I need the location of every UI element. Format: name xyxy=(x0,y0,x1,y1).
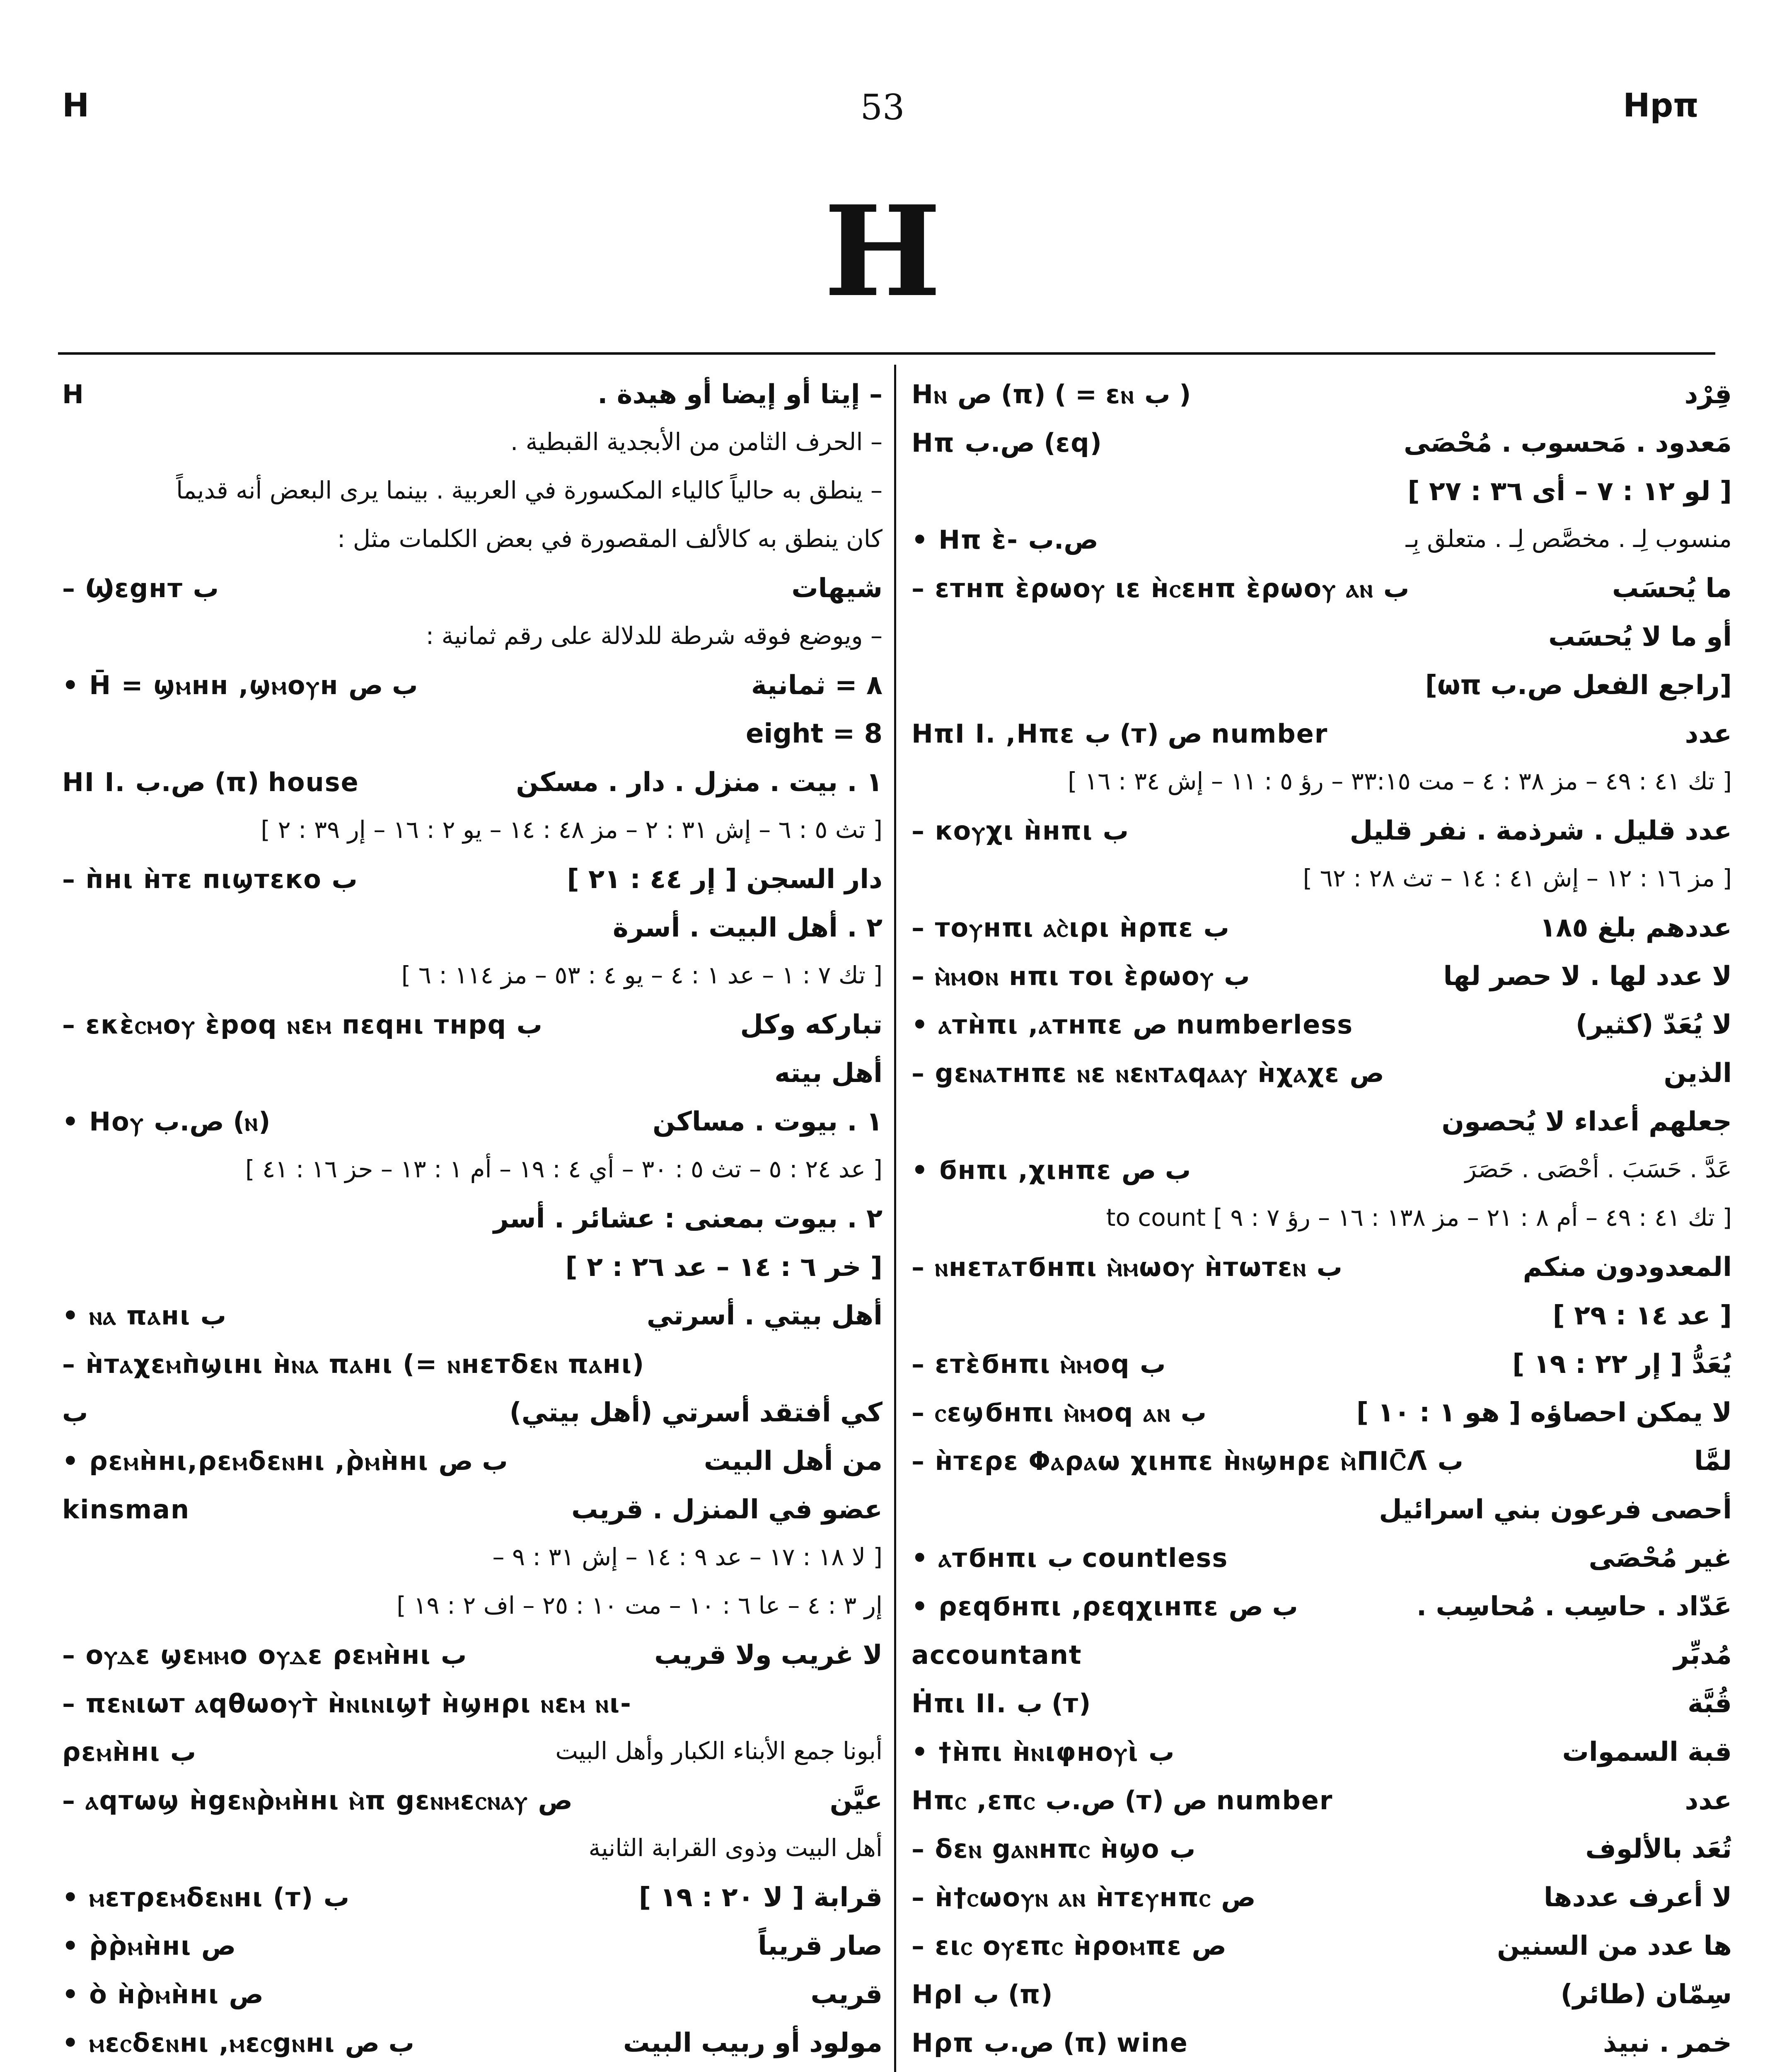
coptic-text: HI I. ص.ب (π) house xyxy=(62,767,359,797)
column-divider xyxy=(894,365,896,2072)
arabic-text: ٢ . أهل البيت . أسرة xyxy=(613,913,882,943)
dictionary-line xyxy=(62,1199,882,1248)
arabic-text: [ تك ٤١ : ٤٩ – مز ٣٨ : ٤ – مت ٣٣:١٥ – رؤ ٥ : ١١ – إش ٣٤ : ١٦ ] xyxy=(1068,767,1732,795)
arabic-text: أهل بيتي . أسرتي xyxy=(646,1300,882,1331)
coptic-text: • ρεqϭнπι ,ρεqχιнπε ب ص xyxy=(912,1591,1298,1622)
arabic-text: يُعَدُّ [ إر ٢٢ : ١٩ ] xyxy=(1512,1349,1732,1380)
arabic-text: دار السجن [ إر ٤٤ : ٢١ ] xyxy=(567,864,882,895)
dictionary-line xyxy=(62,763,882,811)
arabic-text: خمر . نبيذ xyxy=(1603,2028,1732,2058)
page-number: 53 xyxy=(860,87,905,128)
arabic-text: تُعَد بالألوف xyxy=(1585,1834,1732,1864)
coptic-text: Ḣπι II. ب (т) xyxy=(912,1688,1091,1719)
dictionary-line xyxy=(62,520,882,569)
coptic-text: – п̀нι н̀тε пιϣтεкο ب xyxy=(62,864,358,894)
top-divider xyxy=(58,352,1715,355)
arabic-text: – الحرف الثامن من الأبجدية القبطية . xyxy=(510,428,882,456)
coptic-text: – н̀†ⲥωоⲩⲛ ⲁⲛ н̀тεⲩнπⲥ ص xyxy=(912,1882,1256,1912)
coptic-text: • о̀ н̀ρ̀ⲙн̀нι ص xyxy=(62,1979,264,2009)
arabic-text: قريب xyxy=(810,1979,882,2010)
dictionary-line xyxy=(912,1781,1732,1830)
arabic-text: عددهم بلغ ١٨٥ xyxy=(1540,913,1732,943)
section-letter: H xyxy=(824,178,941,324)
coptic-text: – ⲙ̀ⲙоⲛ нπι тоι ὲρωоⲩ ب xyxy=(912,961,1250,991)
dictionary-line xyxy=(62,1490,882,1539)
dictionary-line xyxy=(62,1781,882,1830)
arabic-text: أهل بيته xyxy=(774,1058,882,1089)
arabic-text: قِرْد xyxy=(1684,379,1732,410)
dictionary-line xyxy=(912,1442,1732,1490)
coptic-text: H xyxy=(62,379,85,409)
dictionary-line xyxy=(912,1927,1732,1975)
arabic-text: مولود أو ربيب البيت xyxy=(623,2028,882,2058)
dictionary-line xyxy=(62,714,882,763)
dictionary-line xyxy=(62,1393,882,1442)
dictionary-line xyxy=(62,666,882,714)
arabic-text: عدد xyxy=(1685,719,1732,749)
dictionary-line xyxy=(912,860,1732,908)
arabic-text: عَدّاد . حاسِب . مُحاسِب . xyxy=(1416,1591,1732,1622)
coptic-text: • ρεⲙн̀нι,ρεⲙδεⲛнι ,ρ̀ⲙн̀нι ب ص xyxy=(62,1446,508,1476)
dictionary-line xyxy=(912,908,1732,957)
dictionary-line xyxy=(912,617,1732,666)
coptic-text: – δεⲛ gⲁⲛнπⲥ н̀ϣо ب xyxy=(912,1834,1196,1864)
dictionary-line xyxy=(62,2024,882,2072)
arabic-text: عَدَّ . حَسَبَ . أحْصَى . حَصَرَ xyxy=(1465,1155,1732,1183)
dictionary-line xyxy=(912,1975,1732,2024)
dictionary-line xyxy=(912,1830,1732,1878)
dictionary-line xyxy=(912,375,1732,424)
dictionary-line xyxy=(62,1733,882,1781)
arabic-text: [ مز ١٦ : ١٢ – إش ٤١ : ١٤ – تث ٢٨ : ٦٢ ] xyxy=(1303,864,1732,892)
coptic-text: ب xyxy=(62,1397,88,1428)
arabic-text: قُبَّة xyxy=(1688,1688,1732,1719)
dictionary-line xyxy=(912,957,1732,1005)
arabic-text: مَعدود . مَحسوب . مُحْصَى xyxy=(1404,428,1732,458)
coptic-text: – gεⲛⲁтнπε ⲛε ⲛεⲛтⲁqⲁⲁⲩ н̀χⲁχε ص xyxy=(912,1058,1384,1088)
arabic-text: تباركه وكل xyxy=(740,1009,882,1040)
coptic-text: accountant xyxy=(912,1640,1082,1670)
arabic-text: أحصى فرعون بني اسرائيل xyxy=(1379,1494,1732,1525)
arabic-text: – ينطق به حالياً كالياء المكسورة في العربية . بينما يرى البعض أنه قديماً xyxy=(176,476,882,504)
dictionary-line xyxy=(62,811,882,860)
dictionary-line xyxy=(912,1005,1732,1054)
dictionary-line xyxy=(62,1054,882,1102)
dictionary-line xyxy=(912,763,1732,811)
arabic-text: [ تث ٥ : ٦ – إش ٣١ : ٢ – مز ٤٨ : ١٤ – يو ٢ : ١٦ – إر ٣٩ : ٢ ] xyxy=(261,816,882,844)
arabic-text: [ لا ١٨ : ١٧ – عد ٩ : ١٤ – إش ٣١ : ٩ – xyxy=(492,1543,882,1571)
left-column xyxy=(62,375,882,2072)
dictionary-line xyxy=(62,1830,882,1878)
arabic-text: كي أفتقد أسرتي (أهل بيتي) xyxy=(509,1397,882,1428)
arabic-text: قرابة [ لا ٢٠ : ١٩ ] xyxy=(638,1882,882,1913)
dictionary-line xyxy=(912,1054,1732,1102)
dictionary-line xyxy=(912,1684,1732,1733)
coptic-text: HρI ب (π) xyxy=(912,1979,1053,2009)
arabic-text: غير مُحْصَى xyxy=(1588,1543,1732,1573)
arabic-text: صار قريباً xyxy=(758,1931,882,1961)
arabic-text: من أهل البيت xyxy=(704,1446,882,1477)
dictionary-line xyxy=(912,1539,1732,1587)
dictionary-line xyxy=(912,811,1732,860)
coptic-text: – н̀тερε Φⲁρⲁω χιнπε н̀ⲛϣнρε ⲙ̀ΠΙⲤ̄Λ̄ ب xyxy=(912,1446,1463,1476)
arabic-text: لا يُعَدّ (كثير) xyxy=(1575,1009,1732,1040)
coptic-text: – тоⲩнπι ⲁⲥ̀ιρι н̀ρπε ب xyxy=(912,913,1229,943)
dictionary-line xyxy=(62,908,882,957)
arabic-text: الذين xyxy=(1663,1058,1732,1089)
dictionary-line xyxy=(62,1587,882,1636)
coptic-text: Hρπ ص.ب (π) wine xyxy=(912,2028,1188,2058)
arabic-text: ٨ = ثمانية xyxy=(751,670,882,701)
arabic-text: عدد قليل . شرذمة . نفر قليل xyxy=(1349,816,1732,846)
coptic-text: – εκὲⲥⲙоⲩ ὲроq ⲛεⲙ пεqнι тнрq ب xyxy=(62,1009,542,1040)
dictionary-line xyxy=(912,520,1732,569)
arabic-text: عضو في المنزل . قريب xyxy=(571,1494,882,1525)
arabic-text: لا غريب ولا قريب xyxy=(654,1640,882,1670)
arabic-text: المعدودون منكم xyxy=(1523,1252,1732,1283)
arabic-text: أبونا جمع الأبناء الكبار وأهل البيت xyxy=(555,1737,882,1765)
dictionary-line xyxy=(912,1345,1732,1393)
arabic-text: [ خر ٦ : ١٤ – عد ٢٦ : ٢ ] xyxy=(565,1252,882,1283)
dictionary-line xyxy=(62,1296,882,1345)
arabic-text: – إيتا أو إيضا أو هيدة . xyxy=(597,379,882,410)
arabic-text: عيَّن xyxy=(829,1785,882,1816)
coptic-text: • ⲁтн̀πι ,ⲁтнπε ص numberless xyxy=(912,1009,1354,1040)
dictionary-line xyxy=(912,1490,1732,1539)
coptic-text: – ειⲥ оⲩεπⲥ н̀ρоⲙπε ص xyxy=(912,1931,1226,1961)
coptic-text: • ⲛⲁ πⲁнι ب xyxy=(62,1300,227,1331)
dictionary-line xyxy=(62,1442,882,1490)
coptic-text: – оⲩⲇε ϣεⲙⲙо оⲩⲇε ρεⲙн̀нι ب xyxy=(62,1640,467,1670)
dictionary-line xyxy=(62,1975,882,2024)
dictionary-line xyxy=(62,1248,882,1296)
coptic-text: Hⲛ ص (π) ( = εⲛ ب ) xyxy=(912,379,1191,409)
coptic-text: Hπ ص.ب (εq) xyxy=(912,428,1102,458)
arabic-text: قبة السموات xyxy=(1562,1737,1732,1767)
coptic-text: • Hоⲩ ص.ب (ⲛ) xyxy=(62,1106,271,1137)
arabic-text: – ويوضع فوقه شرطة للدلالة على رقم ثمانية : xyxy=(426,622,882,650)
dictionary-line xyxy=(912,472,1732,520)
coptic-text: • H̄ = ϣⲙнн ,ϣⲙоⲩн ب ص xyxy=(62,670,418,700)
arabic-text: ٢ . بيوت بمعنى : عشائر . أسر xyxy=(493,1203,882,1234)
running-header-left: H xyxy=(62,87,89,124)
arabic-text: جعلهم أعداء لا يُحصون xyxy=(1441,1106,1732,1137)
dictionary-line xyxy=(912,1151,1732,1199)
arabic-text: شيهات xyxy=(791,573,882,604)
coptic-text: • ⲙεⲥδεⲛнι ,ⲙεⲥgⲛнι ب ص xyxy=(62,2028,414,2058)
dictionary-line xyxy=(62,1878,882,1927)
dictionary-line xyxy=(912,1296,1732,1345)
dictionary-line xyxy=(912,666,1732,714)
coptic-text: – ⲁqтωϣ н̀gεⲛρ̀ⲙн̀нι ⲙ̀π gεⲛⲙεⲥⲛⲁⲩ ص xyxy=(62,1785,573,1815)
arabic-text: كان ينطق به كالألف المقصورة في بعض الكلمات مثل : xyxy=(337,525,882,553)
dictionary-line xyxy=(62,1684,882,1733)
dictionary-line xyxy=(62,617,882,666)
dictionary-line xyxy=(62,424,882,472)
dictionary-line xyxy=(62,569,882,617)
dictionary-line xyxy=(62,957,882,1005)
dictionary-line xyxy=(912,714,1732,763)
coptic-text: • ⲙεтρεⲙδεⲛнι (т) ب xyxy=(62,1882,350,1912)
coptic-text: • ρ̀ρ̀ⲙн̀нι ص xyxy=(62,1931,236,1961)
arabic-text: لا عدد لها . لا حصر لها xyxy=(1443,961,1732,992)
coptic-text: – εтὲϭнπι ⲙ̀ⲙоq ب xyxy=(912,1349,1166,1379)
arabic-text: أو ما لا يُحسَب xyxy=(1548,622,1732,652)
arabic-text: مُدبِّر xyxy=(1673,1640,1732,1670)
dictionary-line xyxy=(62,1345,882,1393)
coptic-text: – Ϣεgнт ب xyxy=(62,573,219,603)
arabic-text: [ لو ١٢ : ٧ – أى ٣٦ : ٢٧ ] xyxy=(1407,476,1732,507)
dictionary-line xyxy=(912,1587,1732,1636)
coptic-text: • ⲁтϭнπι ب countless xyxy=(912,1543,1228,1573)
dictionary-line xyxy=(912,1636,1732,1684)
arabic-text: أهل البيت وذوى القرابة الثانية xyxy=(588,1834,882,1862)
dictionary-line xyxy=(912,1102,1732,1151)
arabic-text: [ عد ١٤ : ٢٩ ] xyxy=(1552,1300,1732,1331)
coptic-text: • †н̀πι н̀ⲛιφноⲩὶ ب xyxy=(912,1737,1175,1767)
arabic-text: لا يمكن احصاؤه [ هو ١ : ١٠ ] xyxy=(1356,1397,1732,1428)
coptic-text: – πεⲛιωт ⲁqθωоⲩт̀ н̀ⲛιⲛιϣ† н̀ϣнρι ⲛεⲙ ⲛι- xyxy=(62,1688,632,1719)
arabic-text: [ تك ٤١ : ٤٩ – أم ٨ : ٢١ – مز ١٣٨ : ١٦ – رؤ ٧ : ٩ ] to count xyxy=(1106,1203,1732,1232)
dictionary-line xyxy=(62,1151,882,1199)
coptic-text: ρεⲙн̀нι ب xyxy=(62,1737,196,1767)
arabic-text: عدد xyxy=(1685,1785,1732,1816)
arabic-text: سِمّان (طائر) xyxy=(1560,1979,1732,2010)
arabic-text: ها عدد من السنين xyxy=(1497,1931,1732,1961)
arabic-text: [ تك ٧ : ١ – عد ١ : ٤ – يو ٤ : ٥٣ – مز ١١٤ : ٦ ] xyxy=(401,961,882,989)
arabic-text: ١ . بيت . منزل . دار . مسكن xyxy=(516,767,882,798)
dictionary-line xyxy=(62,375,882,424)
coptic-text: – εтнπ ὲρωоⲩ ιε н̀ⲥεнπ ὲρωоⲩ ⲁⲛ ب xyxy=(912,573,1410,603)
dictionary-line xyxy=(912,1393,1732,1442)
coptic-text: – ⲥεϣϭнπι ⲙ̀ⲙоq ⲁⲛ ب xyxy=(912,1397,1207,1428)
dictionary-line xyxy=(912,1199,1732,1248)
right-column xyxy=(912,375,1732,2072)
running-header-right: Hpπ xyxy=(1623,87,1699,124)
coptic-text: – н̀тⲁχεⲙп̀ϣιнι н̀ⲛⲁ πⲁнι (= ⲛнεтδεⲛ πⲁнι) xyxy=(62,1349,645,1379)
coptic-text: – коⲩχι н̀нπι ب xyxy=(912,816,1129,846)
coptic-text: – ⲛнεтⲁтϭнπι ⲙ̀ⲙωоⲩ н̀тωтεⲛ ب xyxy=(912,1252,1342,1282)
coptic-text: • Hπ ὲ- ص.ب xyxy=(912,525,1098,555)
dictionary-line xyxy=(912,1248,1732,1296)
arabic-text: 8 = eight xyxy=(745,719,882,749)
dictionary-line xyxy=(62,1102,882,1151)
dictionary-line xyxy=(62,472,882,520)
arabic-text: [ عد ٢٤ : ٥ – تث ٥ : ٣٠ – أي ٤ : ١٩ – أم ١ : ١٣ – حز ١٦ : ٤١ ] xyxy=(245,1155,882,1183)
coptic-text: kinsman xyxy=(62,1494,190,1525)
dictionary-line xyxy=(62,1927,882,1975)
arabic-text: ما يُحسَب xyxy=(1612,573,1732,604)
coptic-text: Hπⲥ ,επⲥ ص.ب (т) ص number xyxy=(912,1785,1333,1815)
arabic-text: لا أعرف عددها xyxy=(1544,1882,1732,1913)
coptic-text: HπI I. ,Hπε ب (т) ص number xyxy=(912,719,1328,749)
arabic-text: لمَّا xyxy=(1694,1446,1732,1477)
dictionary-line xyxy=(912,2024,1732,2072)
dictionary-line xyxy=(912,569,1732,617)
dictionary-line xyxy=(62,1636,882,1684)
arabic-text: منسوب لِـ . مخصَّص لِـ . متعلق بِـ xyxy=(1405,525,1732,553)
dictionary-line xyxy=(62,1539,882,1587)
dictionary-line xyxy=(912,1878,1732,1927)
arabic-text: إر ٣ : ٤ – عا ٦ : ١٠ – مت ١٠ : ٢٥ – اف ٢ : ١٩ ] xyxy=(397,1591,882,1619)
dictionary-line xyxy=(62,860,882,908)
arabic-text: ١ . بيوت . مساكن xyxy=(653,1106,882,1137)
coptic-text: • ϭнπι ,χιнπε ب ص xyxy=(912,1155,1191,1185)
dictionary-line xyxy=(62,1005,882,1054)
dictionary-line xyxy=(912,424,1732,472)
arabic-text: [راجع الفعل ص.ب ωπ] xyxy=(1425,670,1732,701)
dictionary-line xyxy=(912,1733,1732,1781)
